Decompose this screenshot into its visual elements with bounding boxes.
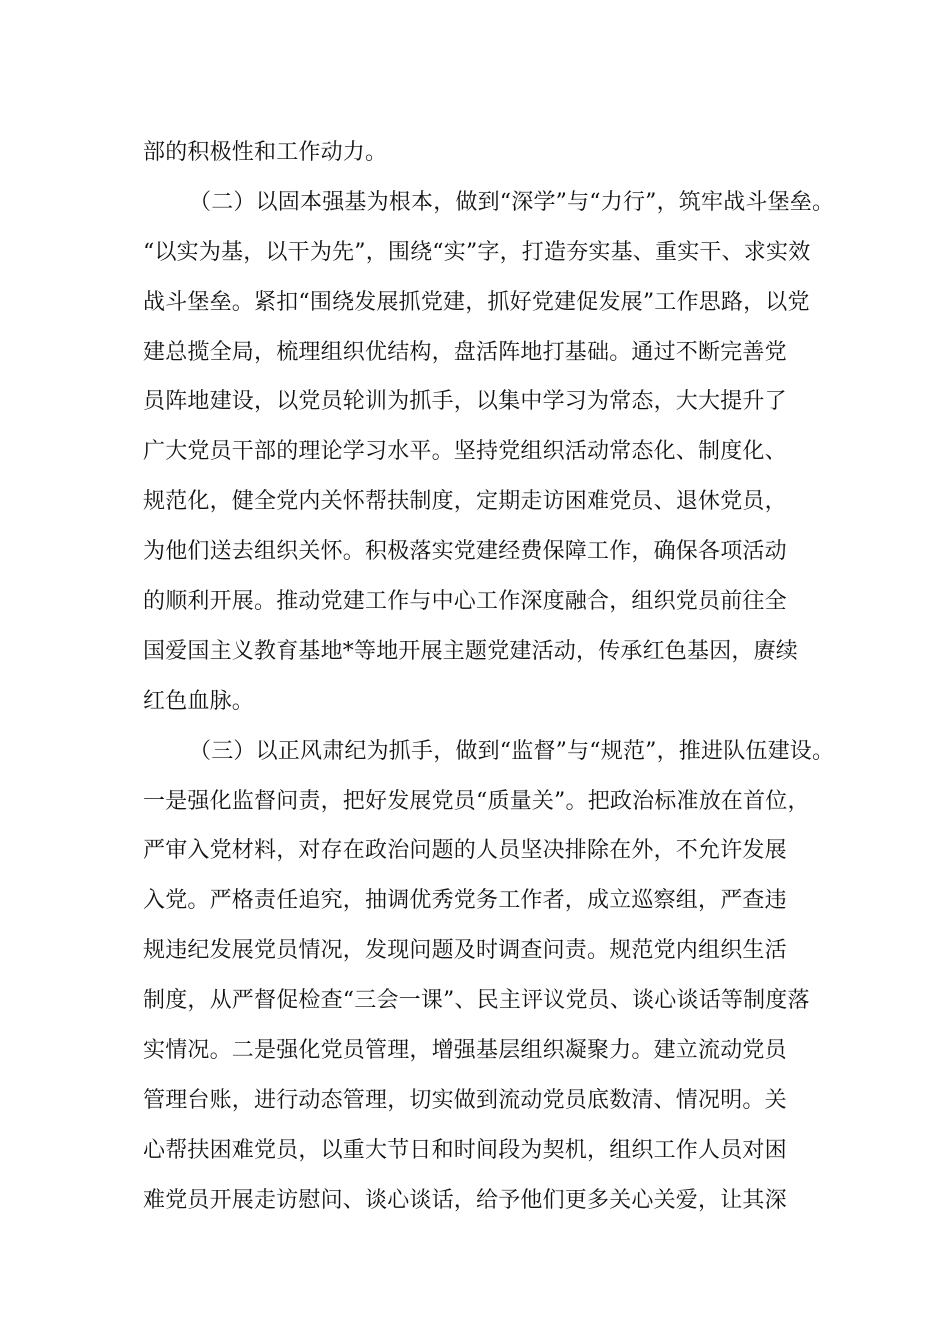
text-line: 广大党员干部的理论学习水平。坚持党组织活动常态化、制度化、: [143, 439, 787, 465]
text-line: 红色血脉。: [143, 688, 255, 714]
text-line: 员阵地建设，以党员轮训为抓手，以集中学习为常态，大大提升了: [143, 389, 787, 415]
text-line: 入党。严格责任追究，抽调优秀党务工作者，成立巡察组，严查违: [143, 888, 787, 914]
text-line: 实情况。二是强化党员管理，增强基层组织凝聚力。建立流动党员: [143, 1038, 787, 1064]
text-line: 为他们送去组织关怀。积极落实党建经费保障工作，确保各项活动: [143, 539, 787, 565]
text-line: 战斗堡垒。紧扣“围绕发展抓党建，抓好党建促发展”工作思路，以党: [143, 289, 810, 315]
body-text: [143, 128, 835, 1226]
text-line: 严审入党材料，对存在政治问题的人员坚决排除在外，不允许发展: [143, 838, 787, 864]
text-line: 难党员开展走访慰问、谈心谈话，给予他们更多关心关爱，让其深: [143, 1187, 787, 1213]
text-line: 一是强化监督问责，把好发展党员“质量关”。把政治标准放在首位，: [143, 788, 810, 814]
text-line: 部的积极性和工作动力。: [143, 140, 388, 165]
text-line: 的顺利开展。推动党建工作与中心工作深度融合，组织党员前往全: [143, 589, 787, 615]
text-line: 规违纪发展党员情况，发现问题及时调查问责。规范党内组织生活: [143, 938, 787, 964]
text-line: 心帮扶困难党员，以重大节日和时间段为契机，组织工作人员对困: [143, 1137, 787, 1163]
section-heading-line: （三）以正风肃纪为抓手，做到“监督”与“规范”，推进队伍建设。: [189, 738, 835, 764]
text-line: 制度，从严督促检查“三会一课”、民主评议党员、谈心谈话等制度落: [143, 988, 810, 1014]
text-line: “以实为基，以干为先”，围绕“实”字，打造夯实基、重实干、求实效: [143, 239, 811, 265]
text-line: 建总揽全局，梳理组织优结构，盘活阵地打基础。通过不断完善党: [143, 339, 787, 365]
section-heading-line: （二）以固本强基为根本，做到“深学”与“力行”，筑牢战斗堡垒。: [189, 189, 835, 215]
text-line: 管理台账，进行动态管理，切实做到流动党员底数清、情况明。关: [143, 1087, 787, 1113]
text-line: 规范化，健全党内关怀帮扶制度，定期走访困难党员、退休党员，: [143, 489, 787, 515]
text-line: 国爱国主义教育基地*等地开展主题党建活动，传承红色基因，赓续: [143, 638, 799, 664]
